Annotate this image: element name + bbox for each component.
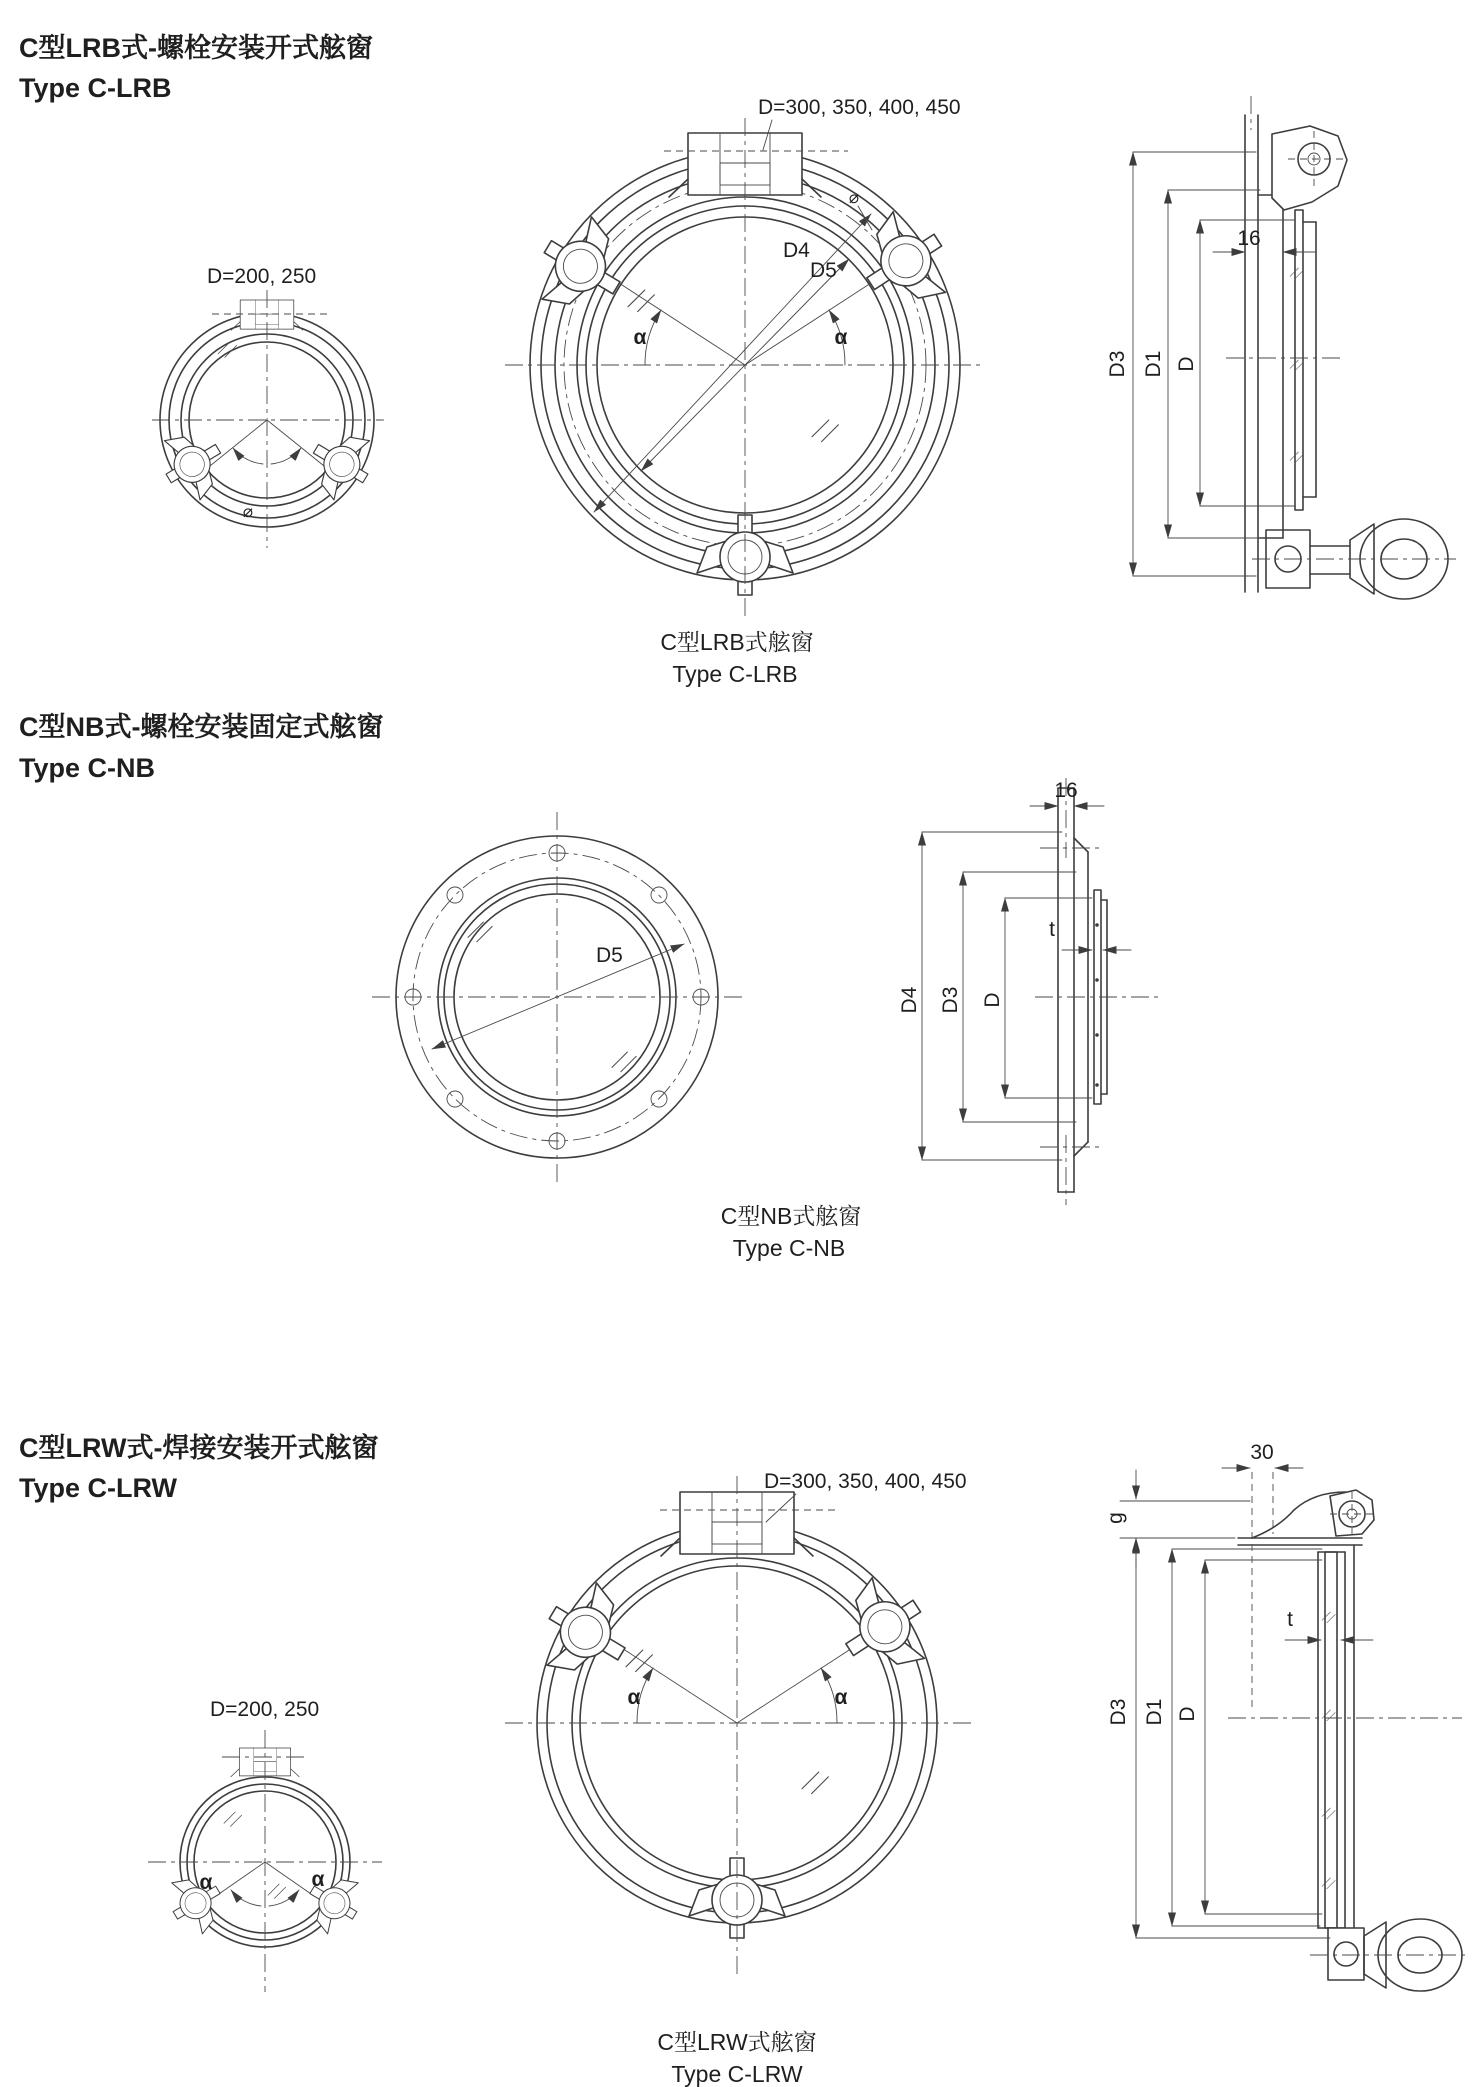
nb-dim-d: D bbox=[981, 992, 1004, 1008]
lrb-title-zh: C型LRB式-螺栓安装开式舷窗 bbox=[19, 33, 373, 63]
lrb-small-phi-symbol: ⌀ bbox=[242, 502, 254, 521]
lrw-large-diameter-label: D=300, 350, 400, 450 bbox=[764, 1470, 967, 1493]
lrb-title-en: Type C-LRB bbox=[19, 73, 172, 103]
lrb-large-front-view bbox=[505, 96, 985, 618]
nb-dim-16: 16 bbox=[1054, 779, 1078, 802]
lrw-title-en: Type C-LRW bbox=[19, 1473, 177, 1503]
nb-caption-zh: C型NB式舷窗 bbox=[720, 1203, 862, 1229]
lrw-large-alpha-left-label: α bbox=[627, 1686, 641, 1709]
nb-dim-d4: D4 bbox=[898, 986, 921, 1014]
lrw-dim-d3: D3 bbox=[1107, 1698, 1130, 1726]
lrb-label-d4: D4 bbox=[783, 239, 810, 262]
lrb-small-front-view bbox=[151, 265, 384, 548]
lrb-alpha-left-label: α bbox=[633, 326, 647, 349]
lrw-small-alpha-left-label: α bbox=[199, 1871, 213, 1894]
nb-side-view bbox=[898, 778, 1162, 1205]
nb-section bbox=[19, 711, 1162, 1261]
lrw-small-front-view bbox=[148, 1698, 382, 1992]
nb-title-en: Type C-NB bbox=[19, 753, 156, 783]
lrb-label-d5: D5 bbox=[810, 259, 837, 282]
lrb-large-diameter-label: D=300, 350, 400, 450 bbox=[758, 96, 961, 119]
nb-title-zh: C型NB式-螺栓安装固定式舷窗 bbox=[19, 712, 384, 742]
lrw-title-zh: C型LRW式-焊接安装开式舷窗 bbox=[19, 1433, 379, 1463]
lrw-small-diameter-label: D=200, 250 bbox=[210, 1698, 320, 1721]
lrb-small-diameter-label: D=200, 250 bbox=[207, 265, 317, 288]
lrb-dim-16: 16 bbox=[1237, 227, 1261, 250]
lrw-dim-d: D bbox=[1176, 1706, 1199, 1722]
lrb-caption-en: Type C-LRB bbox=[672, 661, 798, 687]
lrb-phi-symbol: ⌀ bbox=[848, 188, 860, 207]
nb-dim-d3: D3 bbox=[939, 986, 962, 1014]
lrb-dim-d: D bbox=[1175, 356, 1198, 372]
lrb-section bbox=[19, 32, 1456, 687]
nb-caption-en: Type C-NB bbox=[732, 1235, 846, 1261]
lrw-side-view bbox=[1104, 1441, 1470, 1991]
lrb-caption-zh: C型LRB式舷窗 bbox=[660, 629, 814, 655]
lrb-dim-d1: D1 bbox=[1142, 350, 1165, 378]
lrb-dim-d3: D3 bbox=[1106, 350, 1129, 378]
lrw-caption-en: Type C-LRW bbox=[671, 2061, 803, 2087]
lrw-dim-t: t bbox=[1287, 1608, 1293, 1631]
lrw-caption-zh: C型LRW式舷窗 bbox=[657, 2029, 817, 2055]
nb-front-view bbox=[372, 812, 742, 1185]
lrw-dim-d1: D1 bbox=[1143, 1698, 1166, 1726]
nb-label-d5: D5 bbox=[596, 944, 623, 967]
lrw-large-alpha-right-label: α bbox=[834, 1686, 848, 1709]
lrw-dim-g: g bbox=[1104, 1512, 1127, 1524]
nb-dim-t: t bbox=[1049, 918, 1055, 941]
lrb-alpha-right-label: α bbox=[834, 326, 848, 349]
lrw-section bbox=[19, 1432, 1470, 2087]
lrw-dim-30: 30 bbox=[1250, 1441, 1274, 1464]
lrw-small-alpha-right-label: α bbox=[311, 1868, 325, 1891]
lrw-large-front-view bbox=[505, 1470, 975, 1976]
lrb-side-view bbox=[1106, 96, 1456, 599]
